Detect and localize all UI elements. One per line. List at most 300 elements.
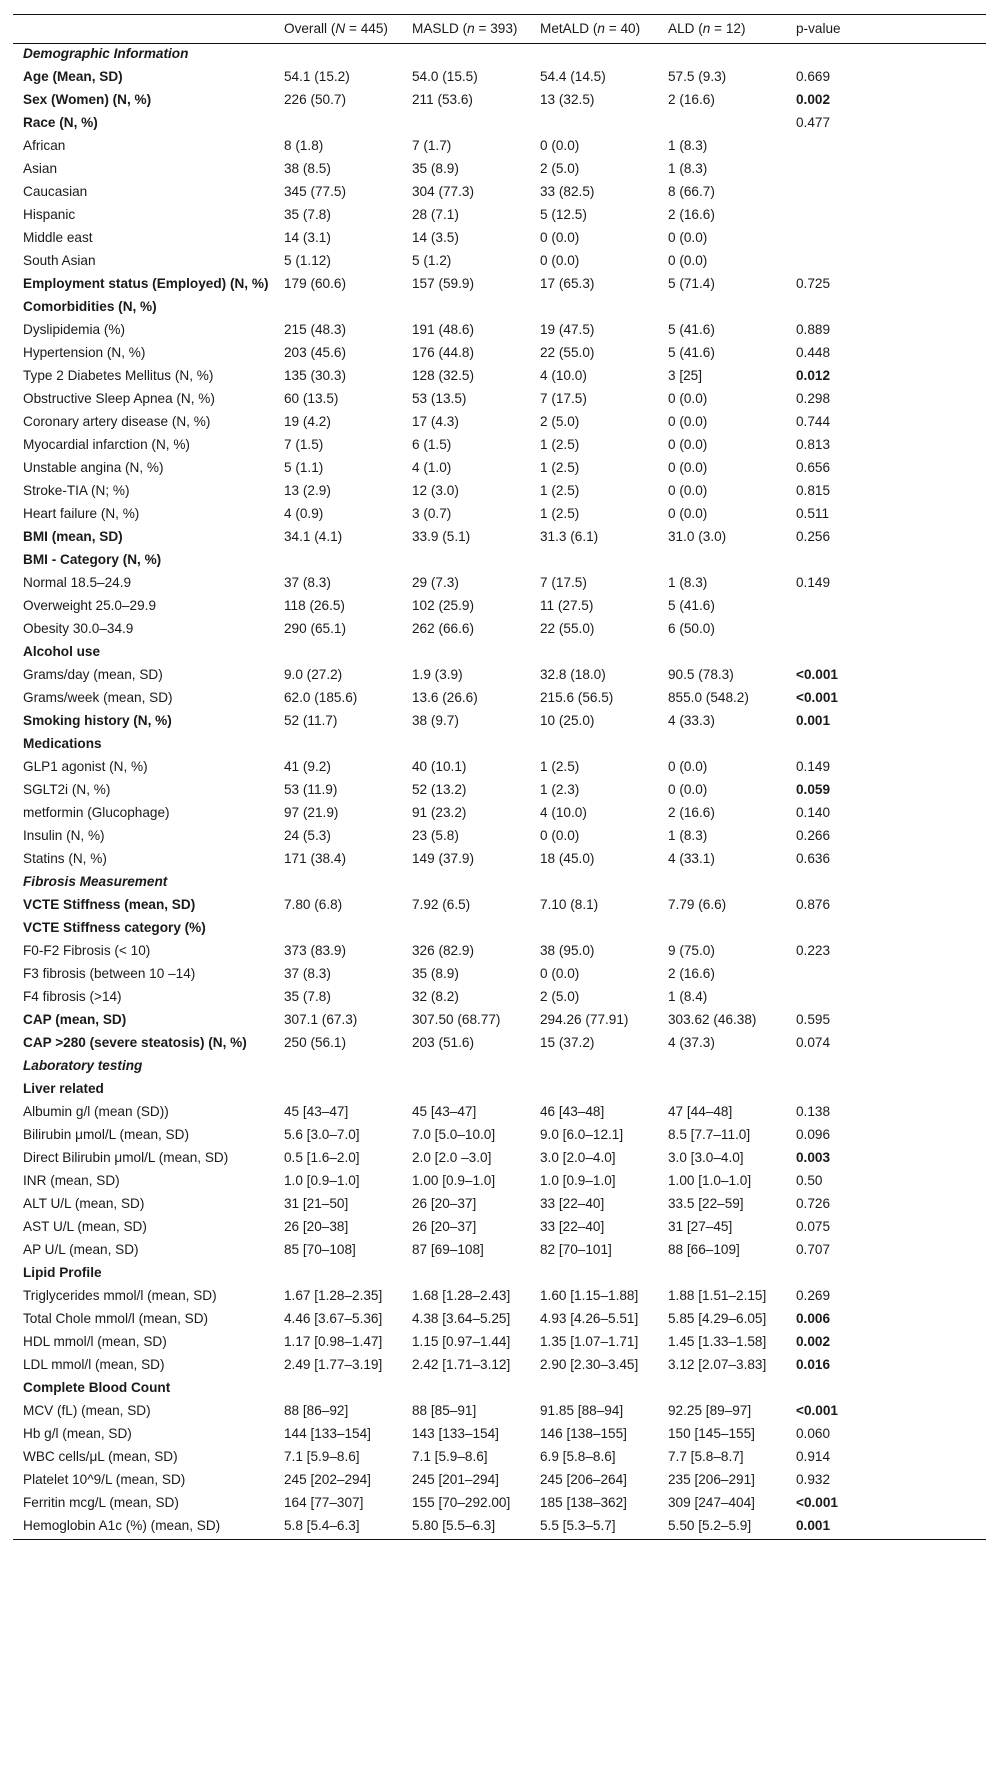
cell-overall: 179 (60.6): [284, 276, 346, 291]
cell-ald: [660, 1263, 788, 1286]
row-label: SGLT2i (N, %): [23, 782, 111, 797]
cell-metald: 32.8 (18.0): [540, 667, 606, 682]
n-value: 40: [620, 20, 636, 36]
cell-ald: 309 [247–404]: [668, 1495, 755, 1510]
cell-ald: 2 (16.6): [668, 207, 715, 222]
row-label: Comorbidities (N, %): [23, 299, 157, 314]
cell-masld: 1.15 [0.97–1.44]: [412, 1334, 511, 1349]
cell-masld: 245 [201–294]: [412, 1472, 499, 1487]
cell-pvalue: 0.003: [796, 1150, 831, 1165]
variable-row: [13, 113, 986, 136]
cell-ald: 0 (0.0): [668, 782, 708, 797]
cell-ald: 6 (50.0): [668, 621, 715, 636]
cell-masld: [404, 113, 532, 136]
cell-metald: [532, 1263, 660, 1286]
table-row: [13, 1194, 986, 1217]
cell-metald: 5.5 [5.3–5.7]: [540, 1518, 616, 1533]
table-row: [13, 228, 986, 251]
cell-pvalue: 0.914: [796, 1449, 831, 1464]
cell-pvalue: [788, 619, 986, 642]
cell-overall: [276, 642, 404, 665]
cell-overall: 1.17 [0.98–1.47]: [284, 1334, 383, 1349]
variable-row: [13, 550, 986, 573]
cell-masld: 326 (82.9): [412, 943, 474, 958]
cell-pvalue: 0.006: [796, 1311, 831, 1326]
cell-pvalue: [788, 550, 986, 573]
section-row: [13, 44, 986, 68]
cell-overall: 8 (1.8): [284, 138, 324, 153]
cell-masld: 3 (0.7): [412, 506, 452, 521]
cell-ald: 1 (8.3): [668, 161, 708, 176]
cell-metald: 4 (10.0): [540, 368, 587, 383]
cell-pvalue: [788, 159, 986, 182]
table-row: [13, 1493, 986, 1516]
cell-pvalue: [788, 987, 986, 1010]
row-label: Race (N, %): [23, 115, 98, 130]
cell-pvalue: 0.138: [796, 1104, 831, 1119]
cell-overall: 0.5 [1.6–2.0]: [284, 1150, 360, 1165]
cell-ald: 1.45 [1.33–1.58]: [668, 1334, 767, 1349]
table-row: [13, 1217, 986, 1240]
table-row: [13, 1309, 986, 1332]
cell-overall: 60 (13.5): [284, 391, 339, 406]
row-label: Coronary artery disease (N, %): [23, 414, 211, 429]
row-label: Obesity 30.0–34.9: [23, 621, 134, 636]
cell-metald: [532, 1378, 660, 1401]
cell-pvalue: <0.001: [796, 690, 838, 705]
cell-overall: 31 [21–50]: [284, 1196, 349, 1211]
cell-metald: 185 [138–362]: [540, 1495, 627, 1510]
cell-masld: [404, 1263, 532, 1286]
cell-metald: 54.4 (14.5): [540, 69, 606, 84]
cell-metald: 0 (0.0): [540, 828, 580, 843]
cell-metald: 0 (0.0): [540, 138, 580, 153]
row-label: Dyslipidemia (%): [23, 322, 125, 337]
cell-overall: [276, 872, 404, 895]
cell-overall: 37 (8.3): [284, 966, 331, 981]
cell-ald: 0 (0.0): [668, 506, 708, 521]
cell-overall: 62.0 (185.6): [284, 690, 358, 705]
cell-overall: [276, 297, 404, 320]
cell-overall: [276, 918, 404, 941]
table-body: [13, 44, 986, 1540]
cell-overall: 118 (26.5): [284, 598, 345, 613]
cell-masld: 4.38 [3.64–5.25]: [412, 1311, 511, 1326]
row-label: Type 2 Diabetes Mellitus (N, %): [23, 368, 214, 383]
cell-pvalue: <0.001: [796, 1403, 838, 1418]
row-label: CAP (mean, SD): [23, 1012, 127, 1027]
cell-metald: [532, 550, 660, 573]
cell-ald: 0 (0.0): [668, 460, 708, 475]
row-label: African: [23, 138, 66, 153]
cell-ald: 7.79 (6.6): [668, 897, 727, 912]
table-row: [13, 1401, 986, 1424]
variable-row: [13, 1079, 986, 1102]
row-label: Obstructive Sleep Apnea (N, %): [23, 391, 215, 406]
cell-metald: 82 [70–101]: [540, 1242, 612, 1257]
row-label: Hemoglobin A1c (%) (mean, SD): [23, 1518, 221, 1533]
cell-ald: 1 (8.3): [668, 138, 708, 153]
table-row: [13, 412, 986, 435]
row-label: GLP1 agonist (N, %): [23, 759, 148, 774]
cell-ald: 5 (41.6): [668, 598, 715, 613]
table-row: [13, 573, 986, 596]
cell-ald: 235 [206–291]: [668, 1472, 755, 1487]
cell-masld: 13.6 (26.6): [412, 690, 478, 705]
cell-masld: 35 (8.9): [412, 966, 459, 981]
row-label: Normal 18.5–24.9: [23, 575, 132, 590]
n-symbol: N: [335, 20, 346, 36]
cell-pvalue: [788, 596, 986, 619]
cell-pvalue: 0.725: [796, 276, 831, 291]
cell-masld: [404, 297, 532, 320]
section-row: [13, 872, 986, 895]
row-label: ALT U/L (mean, SD): [23, 1196, 145, 1211]
cell-metald: 22 (55.0): [540, 345, 595, 360]
cell-overall: 5 (1.12): [284, 253, 331, 268]
table-row: [13, 1447, 986, 1470]
variable-row: [13, 1033, 986, 1056]
cell-masld: 2.42 [1.71–3.12]: [412, 1357, 511, 1372]
row-label: Unstable angina (N, %): [23, 460, 164, 475]
row-label: Hb g/l (mean, SD): [23, 1426, 132, 1441]
cell-metald: [532, 1056, 660, 1079]
cell-pvalue: 0.813: [796, 437, 831, 452]
cell-masld: 176 (44.8): [412, 345, 474, 360]
table-row: [13, 366, 986, 389]
cell-metald: 17 (65.3): [540, 276, 595, 291]
row-label: South Asian: [23, 253, 96, 268]
cell-masld: 7.0 [5.0–10.0]: [412, 1127, 496, 1142]
table-row: [13, 826, 986, 849]
n-symbol: n: [597, 20, 605, 36]
cell-metald: 4.93 [4.26–5.51]: [540, 1311, 639, 1326]
cell-pvalue: 0.059: [796, 782, 831, 797]
cell-metald: 1 (2.5): [540, 506, 580, 521]
cell-overall: 171 (38.4): [284, 851, 346, 866]
cell-metald: 7 (17.5): [540, 391, 587, 406]
cell-overall: 307.1 (67.3): [284, 1012, 358, 1027]
cell-metald: 7 (17.5): [540, 575, 587, 590]
row-label: BMI - Category (N, %): [23, 552, 162, 567]
cell-masld: [404, 642, 532, 665]
cell-pvalue: [788, 182, 986, 205]
row-label: Age (Mean, SD): [23, 69, 123, 84]
cell-overall: [276, 734, 404, 757]
header-variable: [13, 15, 276, 44]
cell-metald: 2 (5.0): [540, 414, 580, 429]
cell-masld: 23 (5.8): [412, 828, 459, 843]
cell-masld: 262 (66.6): [412, 621, 474, 636]
table-row: [13, 780, 986, 803]
cell-ald: 31 [27–45]: [668, 1219, 733, 1234]
row-label: BMI (mean, SD): [23, 529, 123, 544]
table-row: [13, 159, 986, 182]
cell-metald: 6.9 [5.8–8.6]: [540, 1449, 616, 1464]
cell-overall: 52 (11.7): [284, 713, 338, 728]
cell-masld: [404, 872, 532, 895]
cell-ald: [660, 297, 788, 320]
cell-metald: 1.35 [1.07–1.71]: [540, 1334, 639, 1349]
cell-overall: 41 (9.2): [284, 759, 331, 774]
variable-row: [13, 711, 986, 734]
variable-row: [13, 297, 986, 320]
cell-overall: 7 (1.5): [284, 437, 324, 452]
cell-pvalue: 0.074: [796, 1035, 831, 1050]
variable-row: [13, 1263, 986, 1286]
row-label: Stroke-TIA (N; %): [23, 483, 130, 498]
row-label: Total Chole mmol/l (mean, SD): [23, 1311, 209, 1326]
section-row: [13, 1056, 986, 1079]
table-row: [13, 665, 986, 688]
cell-masld: 35 (8.9): [412, 161, 459, 176]
cell-pvalue: 0.744: [796, 414, 831, 429]
row-label: Laboratory testing: [23, 1058, 143, 1073]
cell-ald: 31.0 (3.0): [668, 529, 727, 544]
cell-masld: 1.00 [0.9–1.0]: [412, 1173, 496, 1188]
variable-row: [13, 642, 986, 665]
cell-masld: [404, 1056, 532, 1079]
cell-ald: 1 (8.4): [668, 989, 708, 1004]
row-label: Albumin g/l (mean (SD)): [23, 1104, 169, 1119]
cell-metald: 9.0 [6.0–12.1]: [540, 1127, 624, 1142]
variable-row: [13, 90, 986, 113]
cell-overall: 13 (2.9): [284, 483, 331, 498]
cell-pvalue: [788, 1056, 986, 1079]
cell-overall: 35 (7.8): [284, 207, 331, 222]
cell-pvalue: [788, 297, 986, 320]
cell-ald: 47 [44–48]: [668, 1104, 733, 1119]
n-value: 393: [490, 20, 513, 36]
cell-pvalue: 0.269: [796, 1288, 831, 1303]
cell-masld: 40 (10.1): [412, 759, 467, 774]
cell-metald: 5 (12.5): [540, 207, 587, 222]
cell-overall: 54.1 (15.2): [284, 69, 350, 84]
cell-ald: [660, 113, 788, 136]
cell-ald: 5 (41.6): [668, 322, 715, 337]
cell-ald: 57.5 (9.3): [668, 69, 727, 84]
cell-overall: 290 (65.1): [284, 621, 346, 636]
cell-metald: 11 (27.5): [540, 598, 594, 613]
cell-ald: 9 (75.0): [668, 943, 715, 958]
cell-masld: 87 [69–108]: [412, 1242, 484, 1257]
cell-ald: 1 (8.3): [668, 828, 708, 843]
cell-masld: 1.9 (3.9): [412, 667, 463, 682]
cell-metald: 2 (5.0): [540, 989, 580, 1004]
cell-ald: 2 (16.6): [668, 92, 715, 107]
row-label: Demographic Information: [23, 46, 189, 61]
header-pvalue: p-value: [796, 20, 841, 36]
cell-ald: 0 (0.0): [668, 483, 708, 498]
cell-masld: 32 (8.2): [412, 989, 459, 1004]
cell-metald: 0 (0.0): [540, 253, 580, 268]
cell-ald: 90.5 (78.3): [668, 667, 734, 682]
cell-masld: [404, 1378, 532, 1401]
row-label: Middle east: [23, 230, 93, 245]
cell-masld: 17 (4.3): [412, 414, 459, 429]
cell-pvalue: 0.149: [796, 575, 831, 590]
cell-metald: 1 (2.5): [540, 437, 580, 452]
table-row: [13, 964, 986, 987]
table-row: [13, 458, 986, 481]
group-name: Overall: [284, 20, 328, 36]
cell-masld: 52 (13.2): [412, 782, 467, 797]
cell-overall: [276, 1079, 404, 1102]
cell-pvalue: 0.060: [796, 1426, 831, 1441]
row-label: F0-F2 Fibrosis (< 10): [23, 943, 151, 958]
cell-overall: 215 (48.3): [284, 322, 346, 337]
n-symbol: n: [467, 20, 475, 36]
table-row: [13, 251, 986, 274]
cell-metald: 10 (25.0): [540, 713, 595, 728]
characteristics-table: [13, 14, 986, 1540]
cell-ald: 88 [66–109]: [668, 1242, 740, 1257]
cell-overall: 37 (8.3): [284, 575, 331, 590]
cell-ald: [660, 642, 788, 665]
cell-masld: 1.68 [1.28–2.43]: [412, 1288, 511, 1303]
cell-overall: 4.46 [3.67–5.36]: [284, 1311, 383, 1326]
variable-row: [13, 734, 986, 757]
cell-metald: 33 [22–40]: [540, 1219, 605, 1234]
table-row: [13, 1148, 986, 1171]
cell-metald: [532, 44, 660, 68]
cell-metald: 146 [138–155]: [540, 1426, 627, 1441]
cell-pvalue: 0.511: [796, 506, 830, 521]
variable-row: [13, 895, 986, 918]
cell-pvalue: [788, 1263, 986, 1286]
cell-masld: 7.92 (6.5): [412, 897, 471, 912]
cell-pvalue: [788, 872, 986, 895]
cell-metald: 1.60 [1.15–1.88]: [540, 1288, 639, 1303]
cell-pvalue: 0.889: [796, 322, 831, 337]
cell-ald: 8 (66.7): [668, 184, 715, 199]
cell-overall: 34.1 (4.1): [284, 529, 343, 544]
cell-masld: 29 (7.3): [412, 575, 459, 590]
cell-overall: 85 [70–108]: [284, 1242, 356, 1257]
cell-metald: [532, 113, 660, 136]
cell-ald: 33.5 [22–59]: [668, 1196, 744, 1211]
cell-pvalue: 0.656: [796, 460, 831, 475]
group-name: MASLD: [412, 20, 459, 36]
cell-pvalue: 0.223: [796, 943, 831, 958]
cell-masld: 45 [43–47]: [412, 1104, 477, 1119]
cell-pvalue: [788, 918, 986, 941]
table-row: [13, 182, 986, 205]
table-row: [13, 1332, 986, 1355]
cell-pvalue: 0.50: [796, 1173, 823, 1188]
cell-ald: 0 (0.0): [668, 391, 708, 406]
row-label: Direct Bilirubin μmol/L (mean, SD): [23, 1150, 229, 1165]
cell-overall: 7.1 [5.9–8.6]: [284, 1449, 360, 1464]
row-label: LDL mmol/l (mean, SD): [23, 1357, 165, 1372]
cell-overall: 26 [20–38]: [284, 1219, 349, 1234]
cell-metald: [532, 918, 660, 941]
cell-masld: 14 (3.5): [412, 230, 459, 245]
row-label: Liver related: [23, 1081, 104, 1096]
row-label: Grams/week (mean, SD): [23, 690, 173, 705]
cell-ald: 8.5 [7.7–11.0]: [668, 1127, 751, 1142]
cell-metald: 215.6 (56.5): [540, 690, 614, 705]
table-row: [13, 987, 986, 1010]
cell-masld: 2.0 [2.0 –3.0]: [412, 1150, 492, 1165]
cell-masld: 5 (1.2): [412, 253, 452, 268]
cell-masld: 33.9 (5.1): [412, 529, 471, 544]
cell-ald: [660, 1079, 788, 1102]
cell-pvalue: 0.876: [796, 897, 831, 912]
variable-row: [13, 527, 986, 550]
group-name: MetALD: [540, 20, 590, 36]
cell-masld: [404, 1079, 532, 1102]
cell-pvalue: 0.002: [796, 1334, 831, 1349]
cell-pvalue: 0.636: [796, 851, 831, 866]
cell-pvalue: [788, 1079, 986, 1102]
cell-masld: 211 (53.6): [412, 92, 473, 107]
cell-overall: [276, 550, 404, 573]
cell-metald: 0 (0.0): [540, 966, 580, 981]
row-label: Bilirubin μmol/L (mean, SD): [23, 1127, 189, 1142]
cell-pvalue: [788, 228, 986, 251]
cell-pvalue: [788, 1378, 986, 1401]
table-row: [13, 688, 986, 711]
row-label: Hispanic: [23, 207, 76, 222]
header-overall: Overall (N = 445): [284, 20, 388, 36]
cell-metald: 46 [43–48]: [540, 1104, 605, 1119]
cell-metald: 18 (45.0): [540, 851, 595, 866]
cell-masld: 6 (1.5): [412, 437, 452, 452]
cell-pvalue: 0.075: [796, 1219, 831, 1234]
cell-ald: 3.0 [3.0–4.0]: [668, 1150, 744, 1165]
row-label: VCTE Stiffness category (%): [23, 920, 206, 935]
cell-overall: 345 (77.5): [284, 184, 346, 199]
cell-ald: [660, 1056, 788, 1079]
cell-ald: 150 [145–155]: [668, 1426, 755, 1441]
row-label: Insulin (N, %): [23, 828, 105, 843]
row-label: Sex (Women) (N, %): [23, 92, 152, 107]
cell-ald: [660, 44, 788, 68]
cell-metald: 1 (2.3): [540, 782, 580, 797]
row-label: Lipid Profile: [23, 1265, 102, 1280]
cell-masld: [404, 918, 532, 941]
cell-ald: [660, 734, 788, 757]
cell-overall: 7.80 (6.8): [284, 897, 343, 912]
cell-metald: 15 (37.2): [540, 1035, 595, 1050]
cell-masld: 143 [133–154]: [412, 1426, 499, 1441]
cell-overall: 14 (3.1): [284, 230, 331, 245]
cell-overall: 5 (1.1): [284, 460, 324, 475]
cell-overall: 135 (30.3): [284, 368, 346, 383]
cell-masld: 5.80 [5.5–6.3]: [412, 1518, 496, 1533]
cell-ald: 1.00 [1.0–1.0]: [668, 1173, 752, 1188]
cell-overall: 19 (4.2): [284, 414, 331, 429]
cell-overall: 5.8 [5.4–6.3]: [284, 1518, 360, 1533]
cell-overall: 144 [133–154]: [284, 1426, 371, 1441]
cell-pvalue: 0.595: [796, 1012, 831, 1027]
row-label: Caucasian: [23, 184, 88, 199]
cell-pvalue: [788, 964, 986, 987]
cell-overall: [276, 1378, 404, 1401]
table-row: [13, 136, 986, 159]
n-value: 445: [360, 20, 384, 36]
row-label: AP U/L (mean, SD): [23, 1242, 139, 1257]
row-label: Complete Blood Count: [23, 1380, 171, 1395]
cell-overall: 53 (11.9): [284, 782, 338, 797]
cell-masld: 128 (32.5): [412, 368, 474, 383]
cell-overall: [276, 113, 404, 136]
cell-metald: [532, 297, 660, 320]
cell-ald: 855.0 (548.2): [668, 690, 749, 705]
row-label: Grams/day (mean, SD): [23, 667, 163, 682]
cell-pvalue: 0.002: [796, 92, 831, 107]
